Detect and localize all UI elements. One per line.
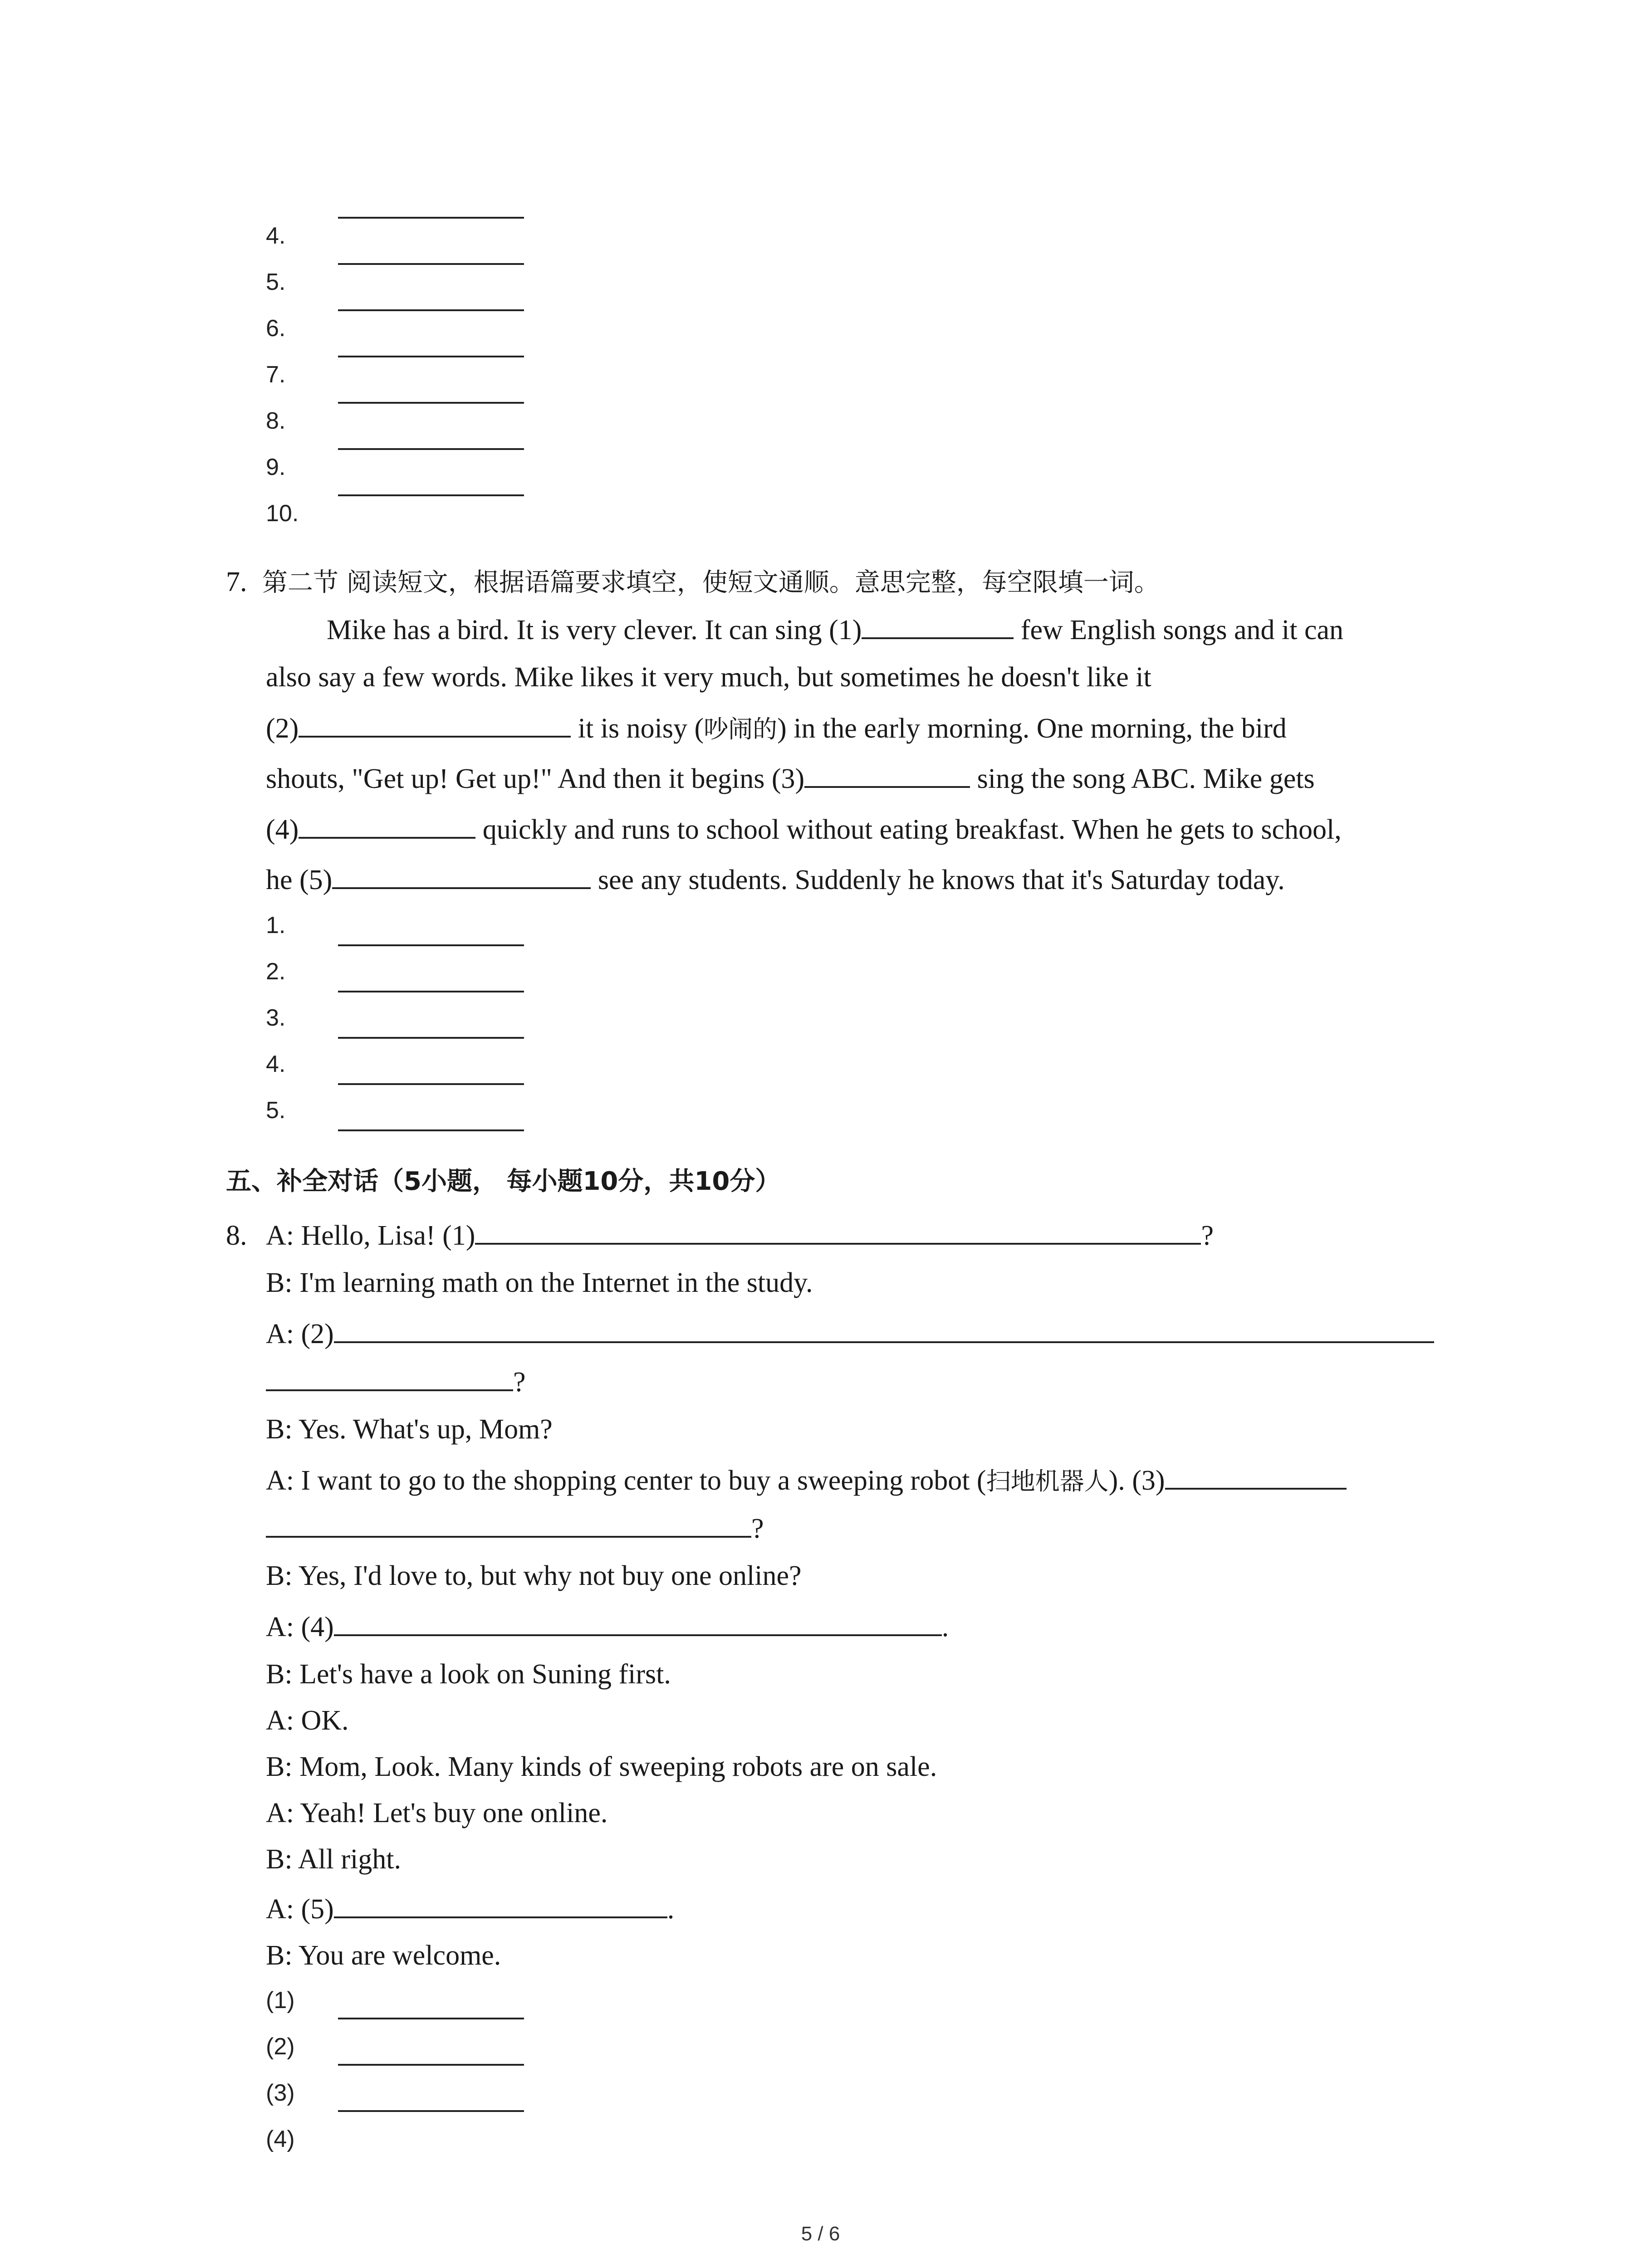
dialogue-text: ? — [751, 1513, 764, 1544]
dialogue-line: B: Yes. What's up, Mom? — [266, 1414, 553, 1445]
answer-number: 2. — [266, 958, 286, 985]
blank-5[interactable] — [332, 865, 591, 889]
blank-3-continued[interactable] — [266, 1513, 751, 1538]
answer-line[interactable] — [338, 1037, 524, 1039]
passage-text: ) in the early morning. One morning, the bird — [777, 713, 1287, 744]
answer-line[interactable] — [338, 217, 524, 219]
answer-line[interactable] — [338, 448, 524, 450]
passage-cjk-text: 吵闹的 — [704, 715, 778, 743]
answer-number: (2) — [266, 2033, 295, 2060]
answer-number: 1. — [266, 912, 286, 938]
section-heading: 五、补全对话（5小题， 每小题10分，共10分） — [226, 1167, 781, 1196]
answer-number: 9. — [266, 454, 286, 480]
passage-text: (2) — [266, 713, 299, 744]
passage-line — [266, 763, 1315, 793]
question-7-header — [226, 562, 1160, 599]
answer-number: 6. — [266, 315, 286, 342]
blank-2[interactable] — [334, 1319, 1434, 1343]
answer-number: 4. — [266, 223, 286, 249]
answer-line[interactable] — [338, 991, 524, 992]
answer-number: 4. — [266, 1051, 286, 1077]
answer-line[interactable] — [338, 1129, 524, 1131]
answer-line[interactable] — [338, 402, 524, 404]
dialogue-line: A: OK. — [266, 1705, 349, 1736]
blank-2-continued[interactable] — [266, 1367, 513, 1391]
dialogue-line — [226, 1220, 1214, 1250]
dialogue-line — [266, 1367, 526, 1396]
blank-5[interactable] — [334, 1894, 667, 1918]
passage-line — [266, 814, 1342, 844]
dialogue-line — [266, 1513, 764, 1543]
passage-line — [266, 663, 1151, 691]
passage-text: see any students. Suddenly he knows that it's Saturday today. — [591, 865, 1285, 895]
dialogue-text: ? — [1201, 1220, 1214, 1251]
answer-line[interactable] — [338, 944, 524, 946]
answer-line[interactable] — [338, 309, 524, 311]
dialogue-line: B: All right. — [266, 1844, 401, 1875]
passage-line — [266, 865, 1285, 894]
answer-number: 5. — [266, 269, 286, 295]
answer-line[interactable] — [338, 263, 524, 265]
passage-text: shouts, "Get up! Get up!" And then it begins (3) — [266, 763, 805, 794]
dialogue-line — [266, 1465, 1347, 1495]
blank-2[interactable] — [299, 713, 571, 738]
dialogue-text: ? — [513, 1367, 526, 1398]
passage-text: quickly and runs to school without eating breakfast. When he gets to school, — [475, 814, 1342, 845]
question-number: 7. — [226, 567, 247, 597]
answer-line[interactable] — [338, 2064, 524, 2066]
blank-3[interactable] — [804, 763, 970, 788]
passage-text: also say a few words. Mike likes it very much, but sometimes he doesn't like it — [266, 662, 1151, 693]
blank-1[interactable] — [862, 615, 1014, 639]
dialogue-line — [266, 1319, 1434, 1348]
dialogue-line — [266, 1894, 674, 1923]
blank-1[interactable] — [475, 1220, 1201, 1245]
dialogue-line: A: Yeah! Let's buy one online. — [266, 1798, 608, 1828]
passage-text: it is noisy ( — [571, 713, 704, 744]
passage-text: few English songs and it can — [1014, 615, 1344, 645]
answer-number: 8. — [266, 408, 286, 434]
dialogue-cjk-text: 扫地机器人 — [986, 1467, 1109, 1496]
dialogue-line: B: You are welcome. — [266, 1940, 501, 1971]
dialogue-text: ). (3) — [1108, 1465, 1165, 1496]
dialogue-line: B: Mom, Look. Many kinds of sweeping robots are on sale. — [266, 1751, 937, 1782]
dialogue-text: A: (4) — [266, 1612, 334, 1642]
question-number: 8. — [226, 1220, 247, 1251]
answer-number: 7. — [266, 362, 286, 388]
dialogue-text: . — [667, 1894, 675, 1925]
answer-line[interactable] — [338, 1083, 524, 1085]
page-number: 5 / 6 — [801, 2223, 840, 2245]
dialogue-line: B: Let's have a look on Suning first. — [266, 1659, 671, 1690]
dialogue-text: A: (5) — [266, 1894, 334, 1925]
question-instruction: 第二节 阅读短文，根据语篇要求填空，使短文通顺。意思完整，每空限填一词。 — [262, 568, 1160, 597]
answer-line[interactable] — [338, 2018, 524, 2019]
answer-number: 3. — [266, 1005, 286, 1031]
passage-text: Mike has a bird. It is very clever. It can sing (1) — [327, 615, 862, 645]
blank-4[interactable] — [334, 1612, 942, 1636]
answer-number: (4) — [266, 2126, 295, 2152]
answer-number: 10. — [266, 500, 299, 527]
blank-4[interactable] — [299, 814, 475, 839]
dialogue-text: A: (2) — [266, 1319, 334, 1349]
answer-line[interactable] — [338, 2110, 524, 2112]
answer-number: (3) — [266, 2080, 295, 2106]
dialogue-text: A: Hello, Lisa! (1) — [266, 1220, 475, 1251]
passage-line — [266, 713, 1287, 743]
passage-text: (4) — [266, 814, 299, 845]
answer-line[interactable] — [338, 356, 524, 357]
answer-number: 5. — [266, 1097, 286, 1124]
passage-text: sing the song ABC. Mike gets — [970, 763, 1315, 794]
answer-line[interactable] — [338, 494, 524, 496]
passage-text: he (5) — [266, 865, 333, 895]
blank-3[interactable] — [1165, 1465, 1347, 1490]
dialogue-line: B: Yes, I'd love to, but why not buy one online? — [266, 1560, 802, 1591]
dialogue-line: B: I'm learning math on the Internet in the study. — [266, 1267, 813, 1298]
dialogue-text: . — [941, 1612, 949, 1642]
dialogue-text: A: I want to go to the shopping center to buy a sweeping robot ( — [266, 1465, 986, 1496]
dialogue-line — [266, 1612, 949, 1641]
answer-number: (1) — [266, 1987, 295, 2014]
passage-line — [327, 615, 1343, 644]
